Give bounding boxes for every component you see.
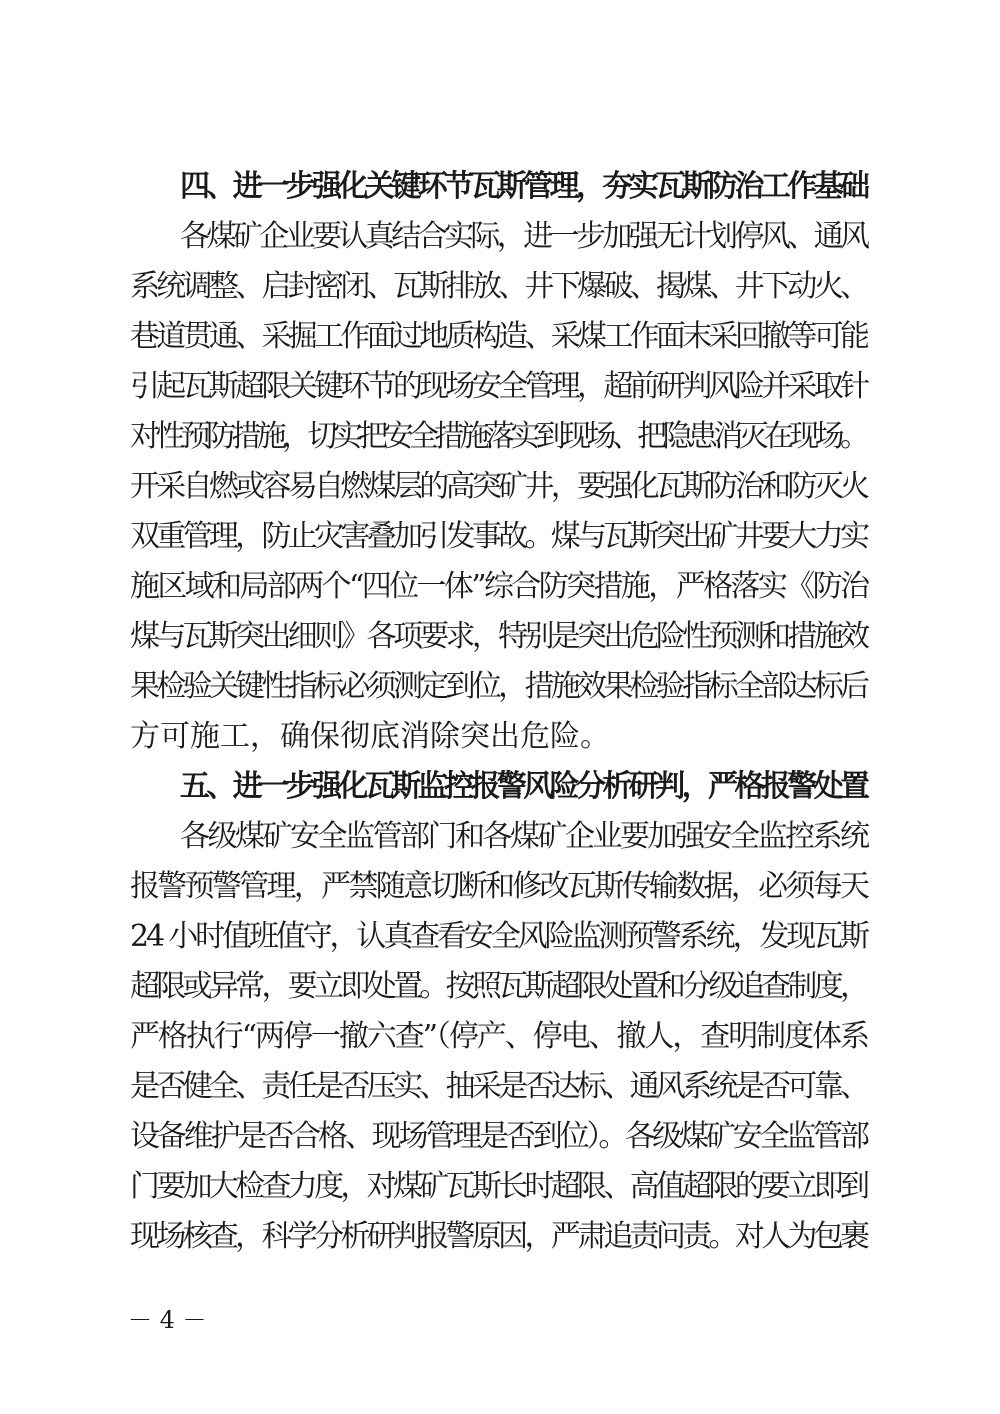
paragraph-line	[0, 563, 1000, 611]
section-4-heading	[0, 163, 1000, 211]
paragraph-line	[0, 913, 1000, 961]
paragraph-line	[0, 1013, 1000, 1061]
paragraph-text: 方可施工，确保彻底消除突出危险。	[130, 719, 610, 754]
paragraph-line	[0, 1113, 1000, 1161]
paragraph-line	[0, 363, 1000, 411]
paragraph-text: 系统调整、启封密闭、瓦斯排放、井下爆破、揭煤、井下动火、	[130, 269, 867, 304]
paragraph-text: 24 小时值班值守，认真查看安全风险监测预警系统，发现瓦斯	[130, 919, 867, 954]
paragraph-text: 报警预警管理，严禁随意切断和修改瓦斯传输数据，必须每天	[130, 869, 868, 904]
paragraph-line	[0, 1163, 1000, 1211]
paragraph-line	[0, 463, 1000, 511]
paragraph-text: 各煤矿企业要认真结合实际，进一步加强无计划停风、通风	[180, 219, 867, 254]
paragraph-text: 引起瓦斯超限关键环节的现场安全管理，超前研判风险并采取针	[130, 369, 867, 404]
paragraph-text: 施区域和局部两个“四位一体”综合防突措施，严格落实《防治	[130, 569, 868, 604]
paragraph-text: 现场核查，科学分析研判报警原因，严肃追责问责。对人为包裹	[130, 1219, 867, 1254]
paragraph-line	[0, 313, 1000, 361]
paragraph-line	[0, 963, 1000, 1011]
paragraph-text: 开采自燃或容易自燃煤层的高突矿井，要强化瓦斯防治和防灭火	[130, 469, 867, 504]
section-5-heading	[0, 763, 1000, 811]
paragraph-line	[0, 863, 1000, 911]
paragraph-text: 是否健全、责任是否压实、抽采是否达标、通风系统是否可靠、	[130, 1069, 867, 1104]
paragraph-text: 煤与瓦斯突出细则》各项要求，特别是突出危险性预测和措施效	[130, 619, 867, 654]
paragraph-text: 巷道贯通、采掘工作面过地质构造、采煤工作面末采回撤等可能	[130, 319, 867, 354]
paragraph-line	[0, 1063, 1000, 1111]
paragraph-line	[0, 413, 1000, 461]
page-number: － 4 －	[128, 1306, 207, 1334]
paragraph-text: 果检验关键性指标必须测定到位，措施效果检验指标全部达标后	[130, 669, 867, 704]
paragraph-line	[0, 613, 1000, 661]
paragraph-text: 门要加大检查力度，对煤矿瓦斯长时超限、高值超限的要立即到	[130, 1169, 867, 1204]
section-4-heading-text: 四、进一步强化关键环节瓦斯管理，夯实瓦斯防治工作基础	[180, 169, 867, 204]
paragraph-text: 双重管理，防止灾害叠加引发事故。煤与瓦斯突出矿井要大力实	[130, 519, 867, 554]
paragraph-line	[0, 513, 1000, 561]
section-5-heading-text: 五、进一步强化瓦斯监控报警风险分析研判，严格报警处置	[180, 769, 867, 804]
paragraph-line	[0, 713, 1000, 761]
paragraph-text: 对性预防措施，切实把安全措施落实到现场、把隐患消灭在现场。	[130, 419, 866, 454]
paragraph-line	[0, 213, 1000, 261]
paragraph-line	[0, 1213, 1000, 1261]
paragraph-line	[0, 813, 1000, 861]
paragraph-text: 各级煤矿安全监管部门和各煤矿企业要加强安全监控系统	[180, 819, 868, 854]
paragraph-text: 严格执行“两停一撤六查”（停产、停电、撤人，查明制度体系	[130, 1019, 868, 1054]
paragraph-text: 设备维护是否合格、现场管理是否到位）。各级煤矿安全监管部	[130, 1119, 867, 1154]
paragraph-text: 超限或异常，要立即处置。按照瓦斯超限处置和分级追查制度，	[130, 969, 867, 1004]
paragraph-line	[0, 263, 1000, 311]
paragraph-line	[0, 663, 1000, 711]
